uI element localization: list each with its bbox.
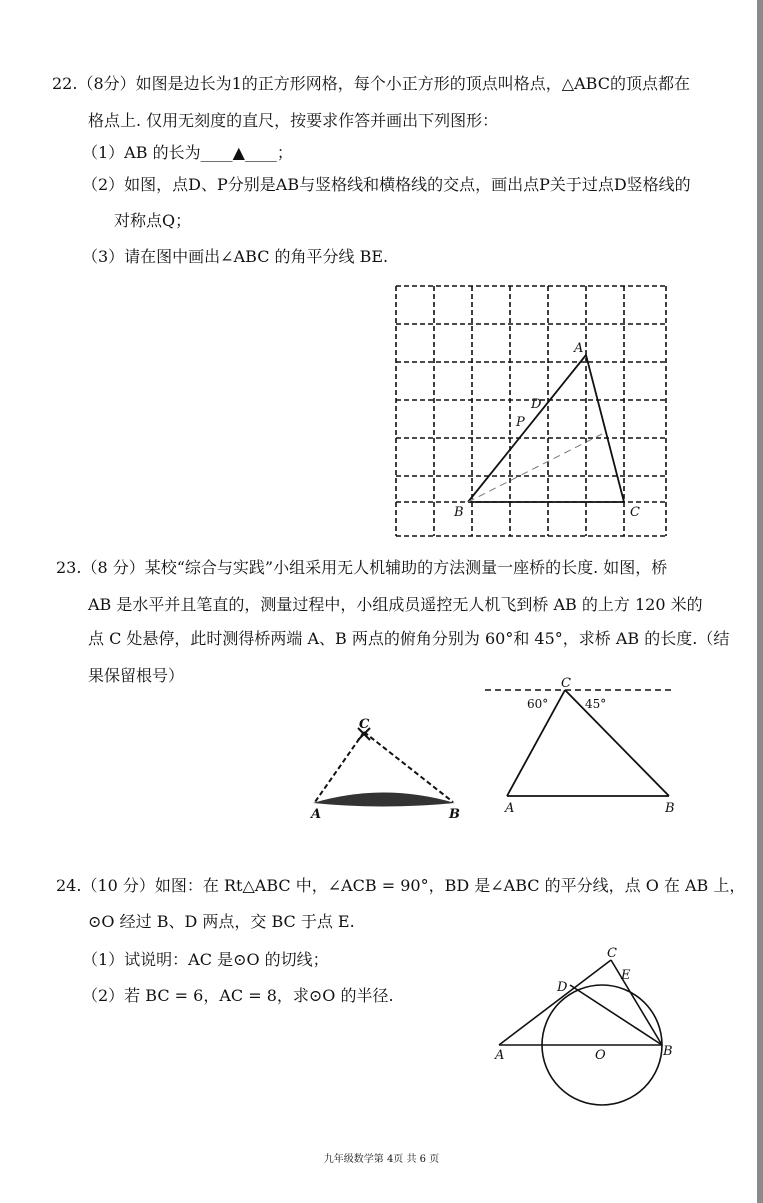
q22-part3: （3）请在图中画出∠ABC 的角平分线 BE.	[82, 247, 389, 266]
faint-construction-line	[468, 434, 602, 502]
label-c: C	[630, 505, 640, 520]
diagram-label-c: C	[561, 676, 571, 691]
q23-drone-photo-figure	[305, 710, 475, 825]
q24-line1: 24.（10 分）如图：在 Rt△ABC 中，∠ACB = 90°，BD 是∠ABC 的平分线，点 O 在 AB 上，	[56, 876, 746, 895]
angle-60-label: 60°	[527, 697, 549, 711]
q24-circle-figure	[485, 945, 685, 1110]
page-footer: 九年级数学第 4页 共 6 页	[323, 1154, 440, 1165]
q22-part1: （1）AB 的长为____▲____；	[82, 143, 293, 162]
q23-line4: 果保留根号）	[88, 666, 185, 685]
q22-part2-line1: （2）如图，点D、P分别是AB与竖格线和横格线的交点，画出点P关于过点D竖格线的	[82, 175, 691, 194]
label-e: E	[621, 968, 631, 983]
triangle-abc	[468, 355, 624, 502]
photo-label-a: A	[311, 807, 322, 822]
q24-part2: （2）若 BC = 6，AC = 8，求⊙O 的半径.	[82, 986, 394, 1005]
label-o: O	[595, 1048, 606, 1063]
angle-45-label: 45°	[585, 697, 607, 711]
diagram-label-b: B	[665, 801, 675, 816]
label-a: A	[574, 341, 584, 356]
q24-part1: （1）试说明：AC 是⊙O 的切线；	[82, 950, 329, 969]
q24-line2: ⊙O 经过 B、D 两点，交 BC 于点 E.	[88, 912, 355, 931]
label-a: A	[495, 1048, 505, 1063]
photo-label-c: C	[359, 717, 370, 732]
label-d: D	[531, 397, 542, 412]
q23-line3: 点 C 处悬停，此时测得桥两端 A、B 两点的俯角分别为 60°和 45°，求桥 AB 的长度.（结	[88, 629, 730, 648]
label-c: C	[607, 946, 617, 961]
label-d: D	[557, 980, 568, 995]
q22-part2-line2: 对称点Q；	[114, 211, 192, 230]
q23-line1: 23.（8 分）某校“综合与实践”小组采用无人机辅助的方法测量一座桥的长度. 如图，桥	[56, 558, 668, 577]
label-p: P	[516, 415, 525, 430]
diagram-label-a: A	[505, 801, 515, 816]
q22-line2: 格点上. 仅用无刻度的直尺，按要求作答并画出下列图形：	[88, 111, 499, 130]
q23-triangle-figure	[485, 672, 685, 822]
q23-line2: AB 是水平并且笔直的，测量过程中，小组成员遥控无人机飞到桥 AB 的上方 120 米的	[88, 595, 703, 614]
q22-grid-figure	[390, 280, 680, 542]
bridge-shape	[313, 793, 455, 807]
label-b: B	[454, 505, 464, 520]
q22-line1: 22.（8分）如图是边长为1的正方形网格，每个小正方形的顶点叫格点，△ABC的顶点都在	[52, 74, 690, 93]
label-b: B	[663, 1044, 673, 1059]
photo-label-b: B	[449, 807, 460, 822]
page-edge-shadow	[757, 0, 763, 1203]
